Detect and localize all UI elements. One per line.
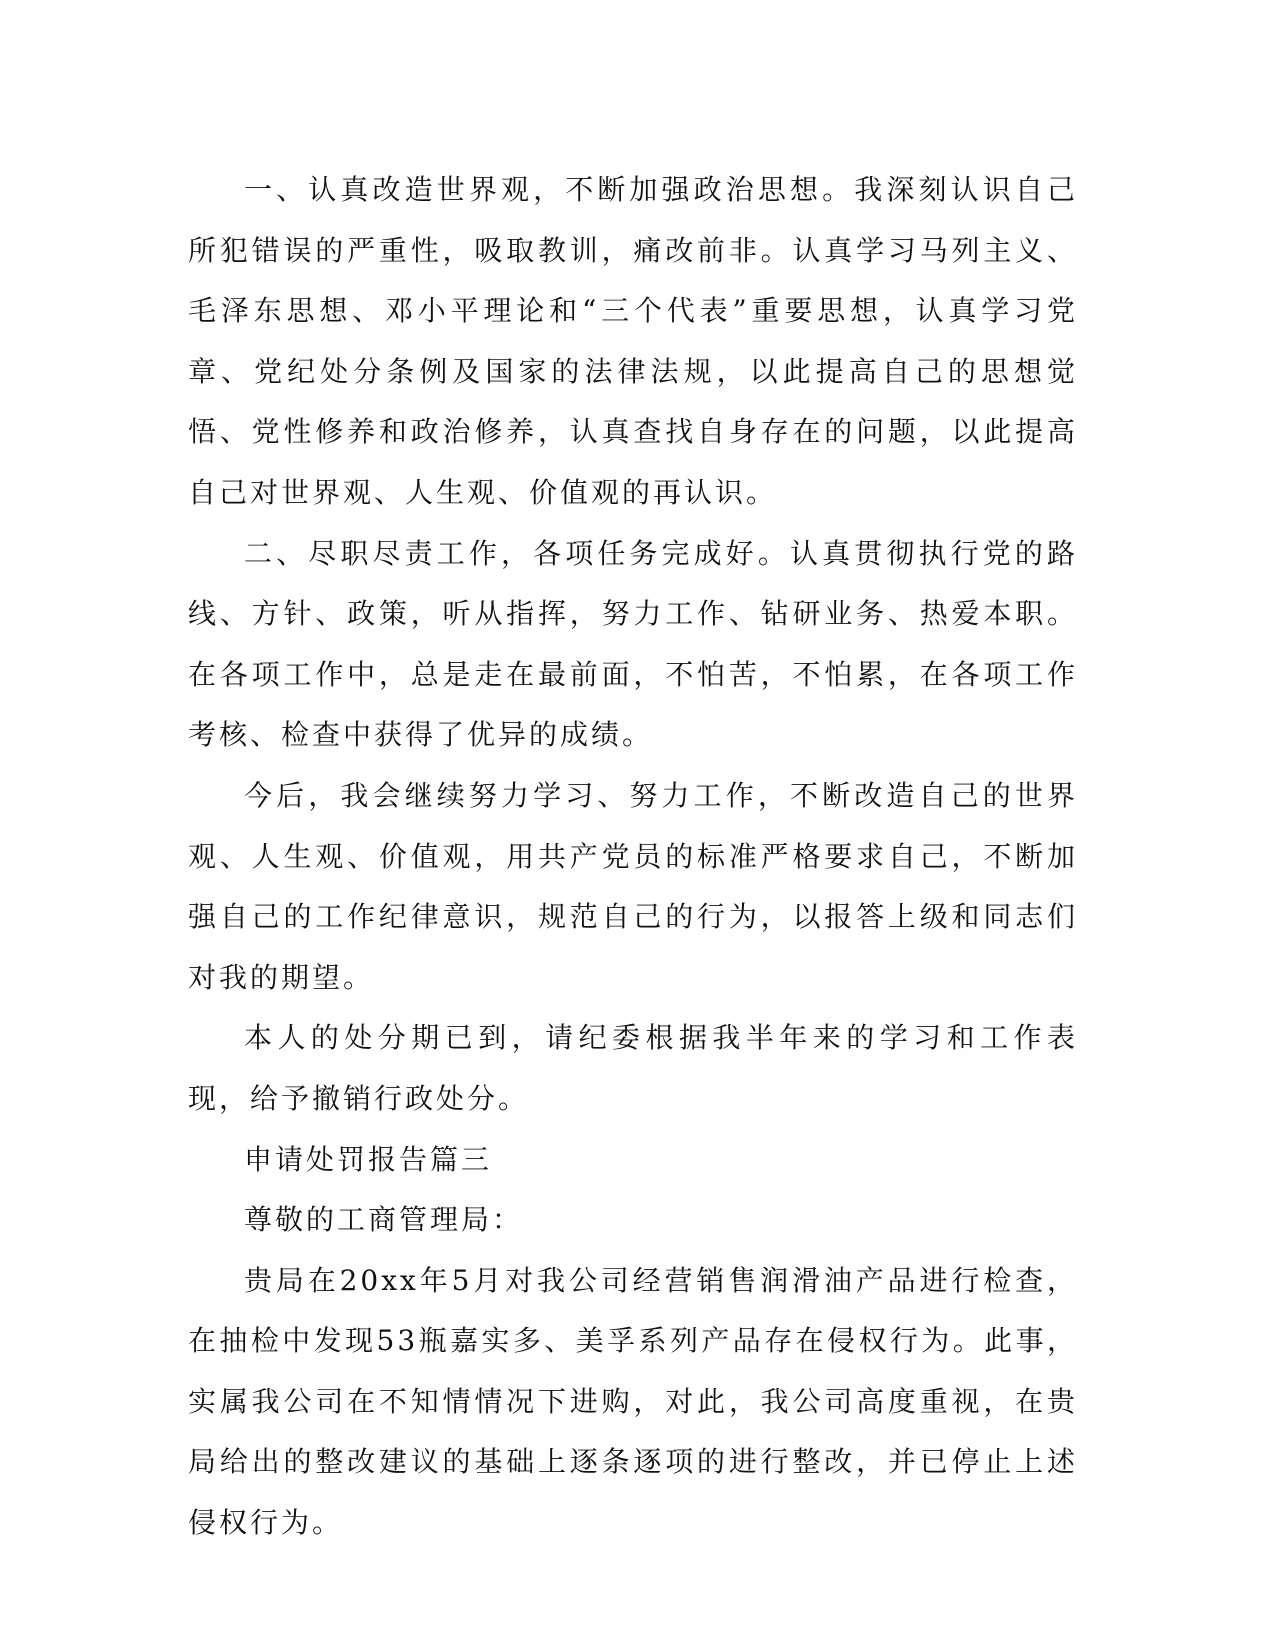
section-title: 申请处罚报告篇三 <box>244 1142 493 1176</box>
document-body <box>188 160 1078 1554</box>
paragraph-request: 本人的处分期已到，请纪委根据我半年来的学习和工作表现，给予撤销行政处分。 <box>188 1021 1078 1115</box>
paragraph-duties: 二、尽职尽责工作，各项任务完成好。认真贯彻执行党的路线、方针、政策，听从指挥，努力工作、钻研业务、热爱本职。在各项工作中，总是走在最前面，不怕苦，不怕累，在各项工作考核、检查中获得了优异的成绩。 <box>188 536 1078 752</box>
paragraph-inspection: 贵局在20xx年5月对我公司经营销售润滑油产品进行检查，在抽检中发现53瓶嘉实多、美孚系列产品存在侵权行为。此事，实属我公司在不知情情况下进购，对此，我公司高度重视，在贵局给出的整改建议的基础上逐条逐项的进行整改，并已停止上述侵权行为。 <box>188 1263 1078 1540</box>
salutation: 尊敬的工商管理局： <box>244 1203 524 1237</box>
paragraph-future: 今后，我会继续努力学习、努力工作，不断改造自己的世界观、人生观、价值观，用共产党员的标准严格要求自己，不断加强自己的工作纪律意识，规范自己的行为，以报答上级和同志们对我的期望。 <box>188 778 1078 994</box>
paragraph-worldview: 一、认真改造世界观，不断加强政治思想。我深刻认识自己所犯错误的严重性，吸取教训，痛改前非。认真学习马列主义、毛泽东思想、邓小平理论和“三个代表”重要思想，认真学习党章、党纪处分条例及国家的法律法规，以此提高自己的思想觉悟、党性修养和政治修养，认真查找自身存在的问题，以此提高自己对世界观、人生观、价值观的再认识。 <box>188 173 1078 509</box>
